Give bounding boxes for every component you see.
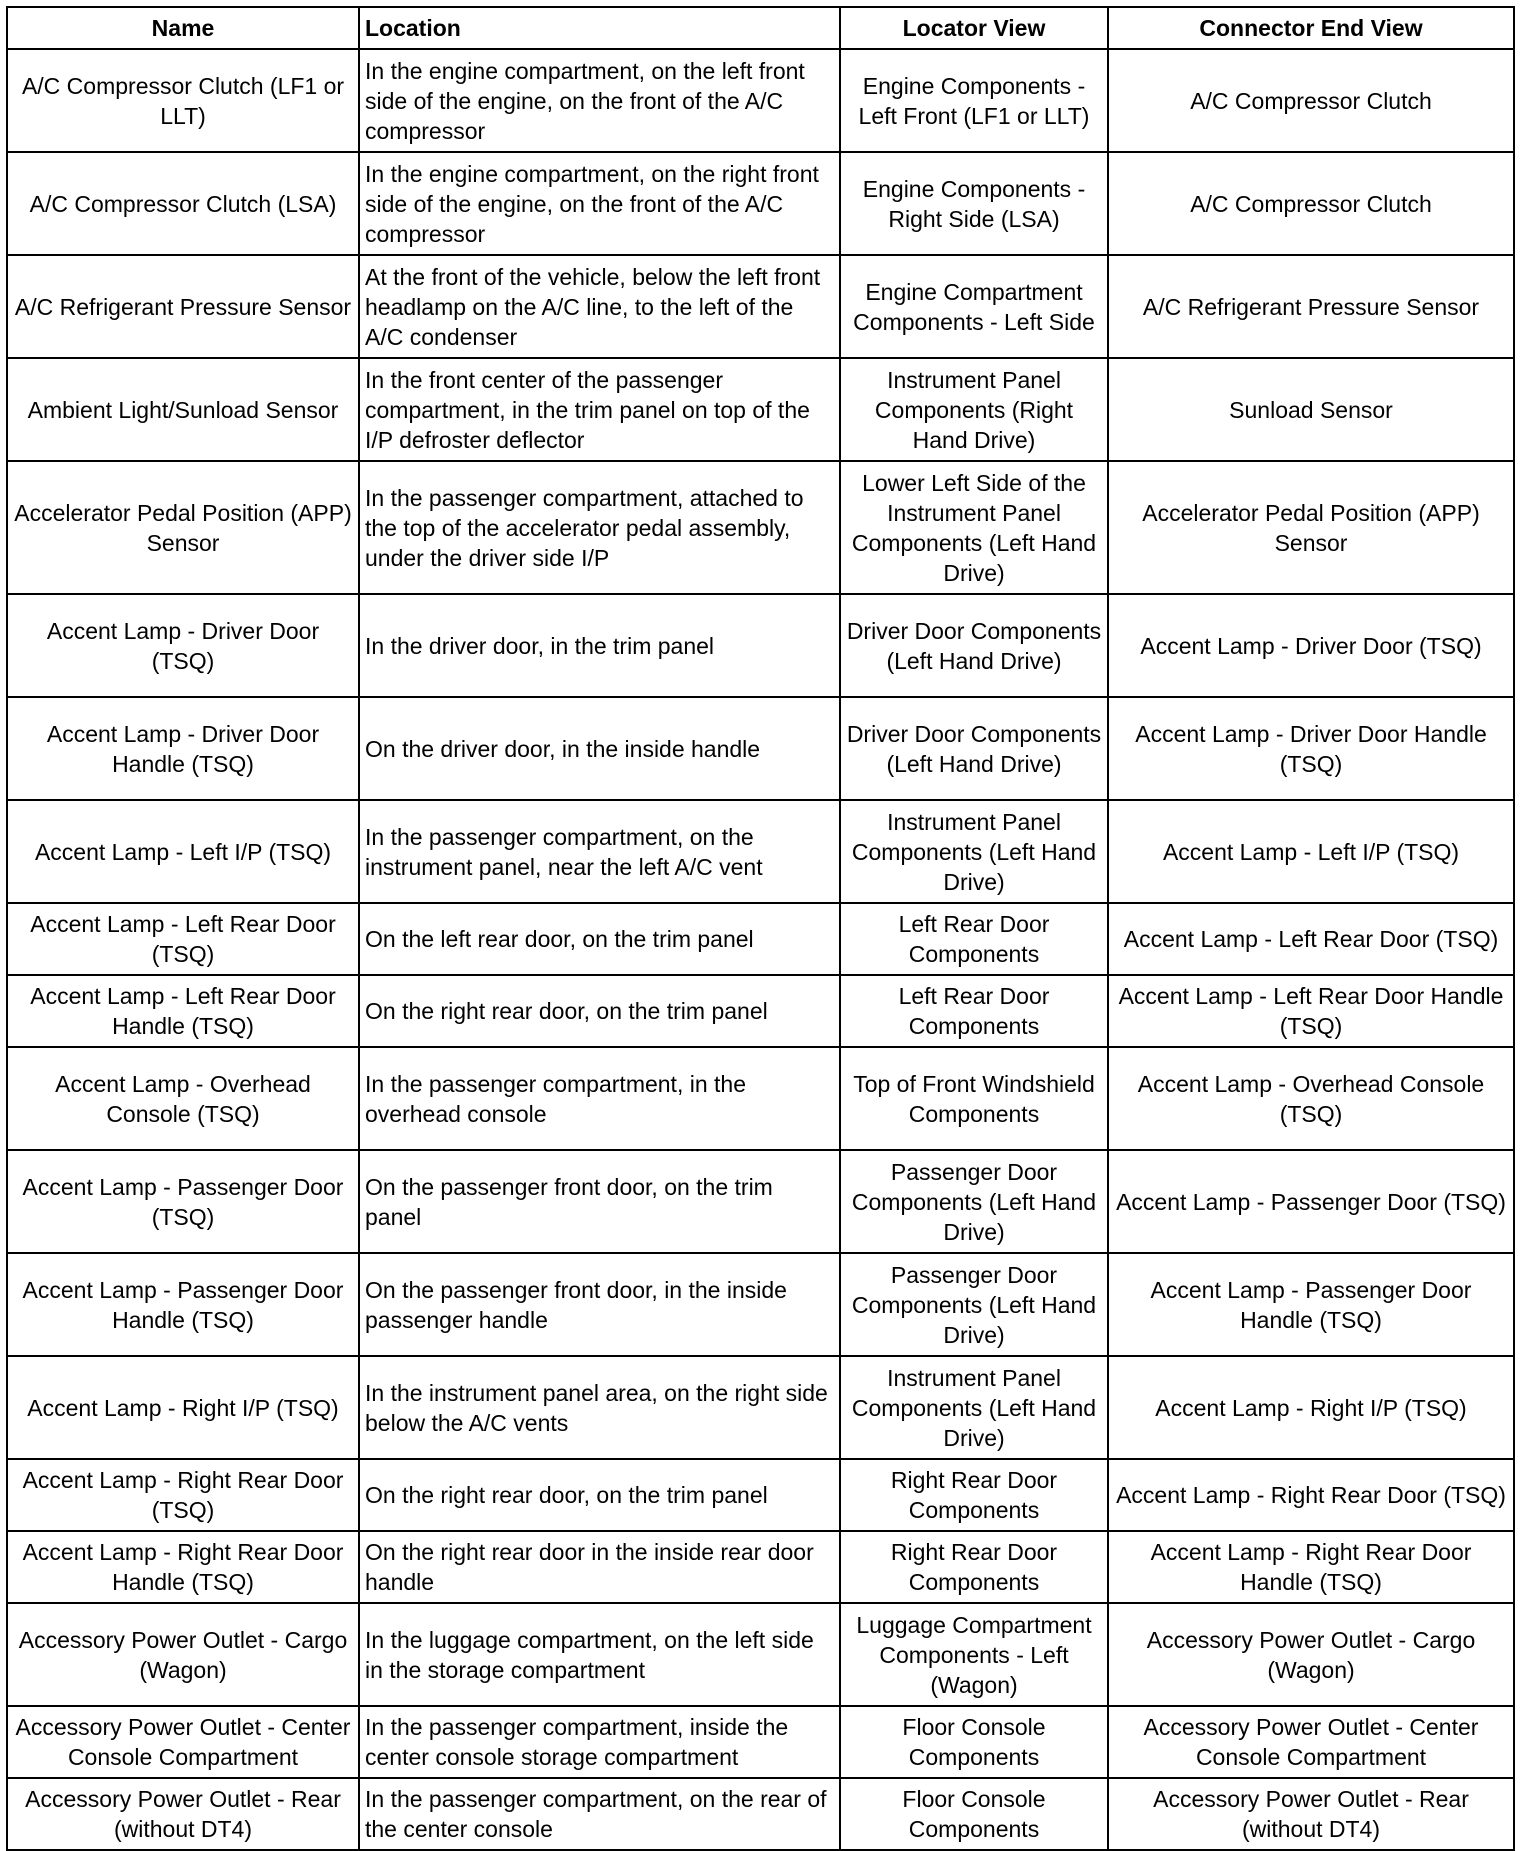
cell-location: On the passenger front door, in the inside passenger handle [359,1253,840,1356]
cell-location: On the right rear door, on the trim panel [359,975,840,1047]
cell-name: Accessory Power Outlet - Center Console Compartment [7,1706,359,1778]
table-row [7,358,1514,461]
cell-locator-view: Right Rear Door Components [840,1531,1108,1603]
cell-connector-end-view: Accent Lamp - Passenger Door (TSQ) [1108,1150,1514,1253]
header-name: Name [7,7,359,49]
cell-location: On the right rear door, on the trim panel [359,1459,840,1531]
table-row [7,152,1514,255]
cell-location: On the right rear door in the inside rear door handle [359,1531,840,1603]
cell-locator-view: Instrument Panel Components (Right Hand Drive) [840,358,1108,461]
cell-location: In the passenger compartment, inside the center console storage compartment [359,1706,840,1778]
cell-name: Accent Lamp - Passenger Door (TSQ) [7,1150,359,1253]
cell-location: In the luggage compartment, on the left side in the storage compartment [359,1603,840,1706]
table-row [7,594,1514,697]
cell-connector-end-view: Accent Lamp - Left Rear Door Handle (TSQ) [1108,975,1514,1047]
cell-name: A/C Compressor Clutch (LSA) [7,152,359,255]
cell-connector-end-view: A/C Compressor Clutch [1108,49,1514,152]
cell-locator-view: Engine Components - Right Side (LSA) [840,152,1108,255]
header-row [7,7,1514,49]
table-row [7,461,1514,594]
cell-connector-end-view: Accent Lamp - Left Rear Door (TSQ) [1108,903,1514,975]
cell-locator-view: Engine Components - Left Front (LF1 or LLT) [840,49,1108,152]
cell-name: A/C Refrigerant Pressure Sensor [7,255,359,358]
cell-locator-view: Luggage Compartment Components - Left (Wagon) [840,1603,1108,1706]
cell-location: In the passenger compartment, on the rear of the center console [359,1778,840,1850]
table-row [7,255,1514,358]
table-row [7,1459,1514,1531]
cell-locator-view: Top of Front Windshield Components [840,1047,1108,1150]
cell-name: Accent Lamp - Right Rear Door (TSQ) [7,1459,359,1531]
table-row [7,1150,1514,1253]
table-row [7,1603,1514,1706]
cell-locator-view: Floor Console Components [840,1778,1108,1850]
table-row [7,49,1514,152]
table-row [7,800,1514,903]
cell-location: In the engine compartment, on the right front side of the engine, on the front of the A/C compressor [359,152,840,255]
cell-name: Accent Lamp - Right I/P (TSQ) [7,1356,359,1459]
table-row [7,975,1514,1047]
table-row [7,903,1514,975]
table-row [7,1706,1514,1778]
cell-name: Accent Lamp - Right Rear Door Handle (TSQ) [7,1531,359,1603]
cell-name: Ambient Light/Sunload Sensor [7,358,359,461]
cell-name: Accent Lamp - Left Rear Door Handle (TSQ) [7,975,359,1047]
cell-name: Accessory Power Outlet - Rear (without DT4) [7,1778,359,1850]
cell-connector-end-view: Accent Lamp - Right I/P (TSQ) [1108,1356,1514,1459]
cell-connector-end-view: Accent Lamp - Driver Door (TSQ) [1108,594,1514,697]
cell-name: A/C Compressor Clutch (LF1 or LLT) [7,49,359,152]
header-location: Location [359,7,840,49]
cell-locator-view: Left Rear Door Components [840,903,1108,975]
header-locator-view: Locator View [840,7,1108,49]
cell-location: On the driver door, in the inside handle [359,697,840,800]
cell-name: Accent Lamp - Driver Door (TSQ) [7,594,359,697]
cell-connector-end-view: Accent Lamp - Driver Door Handle (TSQ) [1108,697,1514,800]
cell-locator-view: Instrument Panel Components (Left Hand Drive) [840,1356,1108,1459]
cell-location: In the engine compartment, on the left front side of the engine, on the front of the A/C compressor [359,49,840,152]
cell-locator-view: Driver Door Components (Left Hand Drive) [840,697,1108,800]
component-locator-table [6,6,1515,1851]
cell-locator-view: Passenger Door Components (Left Hand Drive) [840,1150,1108,1253]
cell-locator-view: Right Rear Door Components [840,1459,1108,1531]
table-row [7,1531,1514,1603]
cell-connector-end-view: Accelerator Pedal Position (APP) Sensor [1108,461,1514,594]
cell-connector-end-view: Accent Lamp - Overhead Console (TSQ) [1108,1047,1514,1150]
cell-locator-view: Floor Console Components [840,1706,1108,1778]
cell-location: In the passenger compartment, in the overhead console [359,1047,840,1150]
cell-locator-view: Engine Compartment Components - Left Side [840,255,1108,358]
cell-location: In the instrument panel area, on the right side below the A/C vents [359,1356,840,1459]
cell-connector-end-view: Accessory Power Outlet - Cargo (Wagon) [1108,1603,1514,1706]
cell-location: In the front center of the passenger compartment, in the trim panel on top of the I/P defroster deflector [359,358,840,461]
cell-name: Accent Lamp - Driver Door Handle (TSQ) [7,697,359,800]
cell-locator-view: Left Rear Door Components [840,975,1108,1047]
cell-name: Accelerator Pedal Position (APP) Sensor [7,461,359,594]
cell-locator-view: Lower Left Side of the Instrument Panel Components (Left Hand Drive) [840,461,1108,594]
cell-locator-view: Passenger Door Components (Left Hand Drive) [840,1253,1108,1356]
table-row [7,697,1514,800]
cell-name: Accent Lamp - Overhead Console (TSQ) [7,1047,359,1150]
cell-location: In the passenger compartment, on the instrument panel, near the left A/C vent [359,800,840,903]
cell-location: On the passenger front door, on the trim panel [359,1150,840,1253]
cell-name: Accent Lamp - Passenger Door Handle (TSQ) [7,1253,359,1356]
cell-locator-view: Driver Door Components (Left Hand Drive) [840,594,1108,697]
cell-connector-end-view: Accent Lamp - Right Rear Door Handle (TSQ) [1108,1531,1514,1603]
cell-connector-end-view: A/C Compressor Clutch [1108,152,1514,255]
cell-connector-end-view: Sunload Sensor [1108,358,1514,461]
cell-location: At the front of the vehicle, below the left front headlamp on the A/C line, to the left of the A/C condenser [359,255,840,358]
table-row [7,1778,1514,1850]
header-connector-end-view: Connector End View [1108,7,1514,49]
cell-location: In the driver door, in the trim panel [359,594,840,697]
table-row [7,1253,1514,1356]
cell-location: On the left rear door, on the trim panel [359,903,840,975]
cell-connector-end-view: Accent Lamp - Left I/P (TSQ) [1108,800,1514,903]
cell-name: Accessory Power Outlet - Cargo (Wagon) [7,1603,359,1706]
cell-connector-end-view: Accessory Power Outlet - Center Console Compartment [1108,1706,1514,1778]
cell-connector-end-view: Accent Lamp - Passenger Door Handle (TSQ) [1108,1253,1514,1356]
table-row [7,1356,1514,1459]
cell-locator-view: Instrument Panel Components (Left Hand Drive) [840,800,1108,903]
cell-location: In the passenger compartment, attached to the top of the accelerator pedal assembly, under the driver side I/P [359,461,840,594]
cell-connector-end-view: A/C Refrigerant Pressure Sensor [1108,255,1514,358]
cell-name: Accent Lamp - Left I/P (TSQ) [7,800,359,903]
cell-name: Accent Lamp - Left Rear Door (TSQ) [7,903,359,975]
cell-connector-end-view: Accessory Power Outlet - Rear (without DT4) [1108,1778,1514,1850]
cell-connector-end-view: Accent Lamp - Right Rear Door (TSQ) [1108,1459,1514,1531]
table-row [7,1047,1514,1150]
